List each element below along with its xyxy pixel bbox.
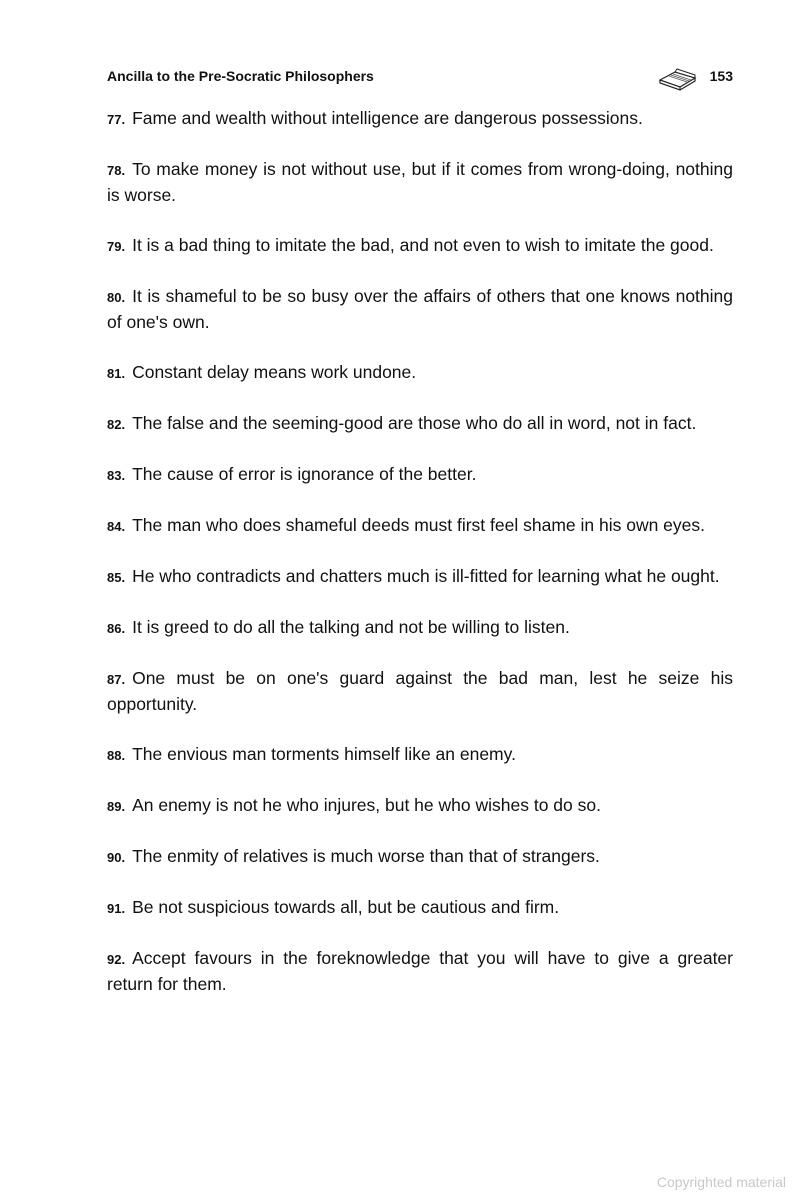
page-number: 153 bbox=[709, 68, 733, 84]
aphorism-91 bbox=[107, 895, 733, 921]
page-header bbox=[107, 66, 733, 90]
entry-number: 92. bbox=[107, 952, 126, 967]
open-book-icon bbox=[657, 66, 699, 92]
aphorism-87 bbox=[107, 666, 733, 717]
entry-number: 81. bbox=[107, 366, 126, 381]
entry-text: To make money is not without use, but if it comes from wrong-doing, nothing is worse. bbox=[107, 159, 733, 205]
entry-number: 89. bbox=[107, 799, 126, 814]
entry-text: Be not suspicious towards all, but be cautious and firm. bbox=[132, 897, 560, 917]
entry-text: The false and the seeming-good are those who do all in word, not in fact. bbox=[132, 413, 697, 433]
aphorism-80 bbox=[107, 284, 733, 335]
entry-text: Constant delay means work undone. bbox=[132, 362, 417, 382]
entry-number: 88. bbox=[107, 748, 126, 763]
entry-number: 80. bbox=[107, 290, 126, 305]
entry-text: It is shameful to be so busy over the affairs of others that one knows nothing of one's own. bbox=[107, 286, 733, 332]
entry-text: It is a bad thing to imitate the bad, and not even to wish to imitate the good. bbox=[132, 235, 714, 255]
copyright-watermark: Copyrighted material bbox=[656, 1174, 786, 1190]
entry-text: The envious man torments himself like an enemy. bbox=[132, 744, 516, 764]
aphorism-86 bbox=[107, 615, 733, 641]
aphorism-list bbox=[107, 106, 733, 1022]
aphorism-77 bbox=[107, 106, 733, 132]
entry-number: 91. bbox=[107, 901, 126, 916]
entry-number: 77. bbox=[107, 112, 126, 127]
entry-text: He who contradicts and chatters much is ill-fitted for learning what he ought. bbox=[132, 566, 720, 586]
entry-number: 83. bbox=[107, 468, 126, 483]
aphorism-83 bbox=[107, 462, 733, 488]
entry-number: 85. bbox=[107, 570, 126, 585]
entry-number: 87. bbox=[107, 672, 126, 687]
running-title: Ancilla to the Pre-Socratic Philosophers bbox=[107, 68, 374, 84]
entry-text: The man who does shameful deeds must first feel shame in his own eyes. bbox=[132, 515, 705, 535]
entry-number: 78. bbox=[107, 163, 126, 178]
aphorism-88 bbox=[107, 742, 733, 768]
entry-text: One must be on one's guard against the bad man, lest he seize his opportunity. bbox=[107, 668, 733, 714]
entry-number: 79. bbox=[107, 239, 126, 254]
entry-text: An enemy is not he who injures, but he who wishes to do so. bbox=[132, 795, 601, 815]
aphorism-89 bbox=[107, 793, 733, 819]
aphorism-85 bbox=[107, 564, 733, 590]
aphorism-78 bbox=[107, 157, 733, 208]
aphorism-79 bbox=[107, 233, 733, 259]
aphorism-81 bbox=[107, 360, 733, 386]
entry-text: Accept favours in the foreknowledge that you will have to give a greater return for them. bbox=[107, 948, 733, 994]
entry-text: It is greed to do all the talking and not be willing to listen. bbox=[132, 617, 570, 637]
entry-text: The enmity of relatives is much worse than that of strangers. bbox=[132, 846, 600, 866]
entry-number: 82. bbox=[107, 417, 126, 432]
entry-number: 90. bbox=[107, 850, 126, 865]
aphorism-92 bbox=[107, 946, 733, 997]
entry-text: The cause of error is ignorance of the better. bbox=[132, 464, 477, 484]
entry-text: Fame and wealth without intelligence are dangerous possessions. bbox=[132, 108, 643, 128]
aphorism-90 bbox=[107, 844, 733, 870]
entry-number: 84. bbox=[107, 519, 126, 534]
entry-number: 86. bbox=[107, 621, 126, 636]
aphorism-82 bbox=[107, 411, 733, 437]
aphorism-84 bbox=[107, 513, 733, 539]
